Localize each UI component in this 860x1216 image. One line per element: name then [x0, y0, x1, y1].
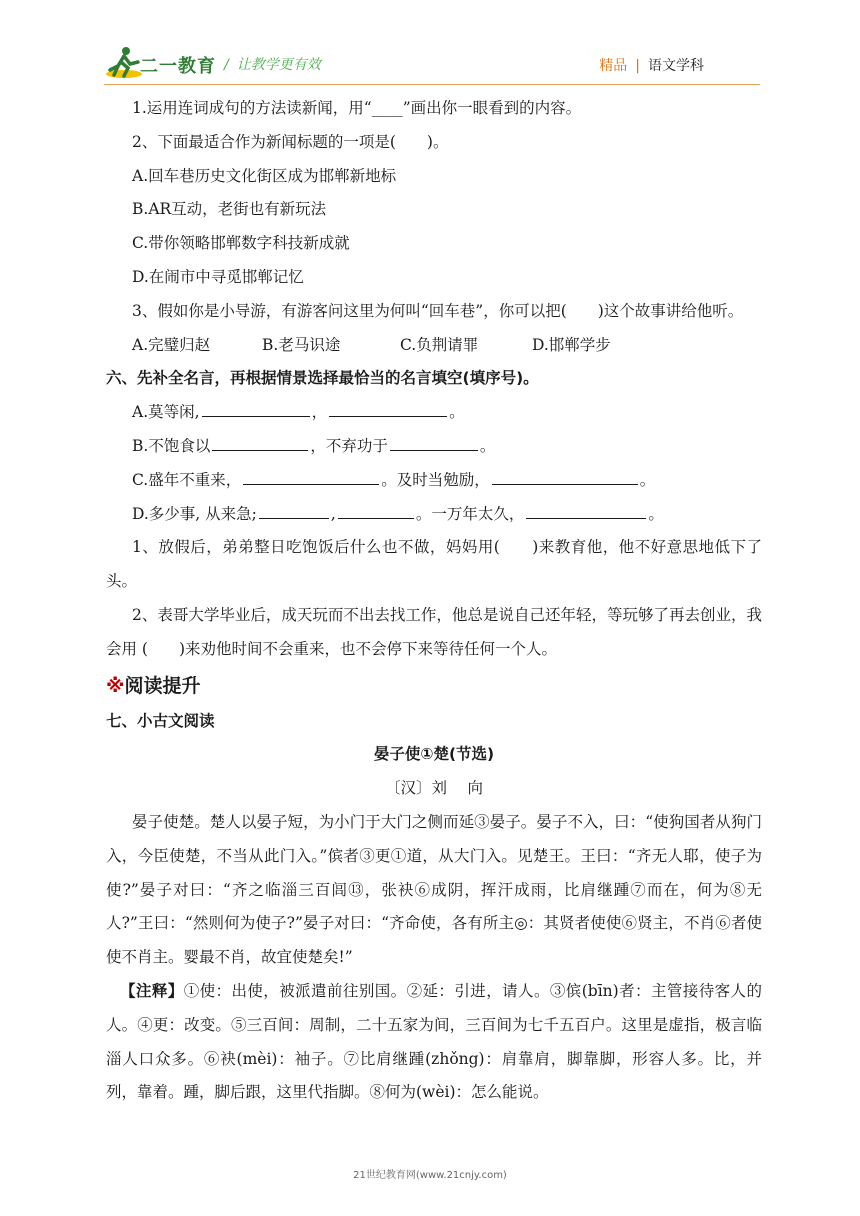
passage-title: 晏子使①楚(节选) — [373, 745, 495, 764]
q3-option-d: D.邯郸学步 — [532, 335, 611, 354]
q2-option-a: A.回车巷历史文化街区成为邯郸新地标 — [132, 166, 397, 185]
blank[interactable] — [390, 432, 478, 451]
saying-a: A.莫等闲, ， 。 — [106, 396, 762, 430]
quality-label: 精品 — [599, 58, 628, 74]
blank[interactable] — [212, 432, 308, 451]
logo-text: 二一教育 — [140, 56, 216, 77]
question-3: 3、假如你是小导游，有游客问这里为何叫“回车巷”，你可以把( )这个故事讲给他听。 — [132, 301, 744, 320]
saying-b: B.不饱食以 ，不弃功于 。 — [106, 430, 762, 464]
section-6-title: 六、先补全名言，再根据情景选择最恰当的名言填空(填序号)。 — [106, 369, 539, 388]
header-rule — [104, 84, 760, 85]
slogan: / 让教学更有效 — [224, 57, 321, 73]
saying-c: C.盛年不重来， 。及时当勉励， 。 — [106, 464, 762, 498]
blank[interactable] — [492, 466, 638, 485]
blank[interactable] — [526, 500, 646, 519]
section-7-title: 七、小古文阅读 — [106, 711, 215, 730]
q3-options — [106, 329, 762, 363]
q2-option-d: D.在闹市中寻觅邯郸记忆 — [132, 267, 304, 286]
passage-text: 晏子使楚。楚人以晏子短，为小门于大门之侧而延③晏子。晏子不入，曰：“使狗国者从狗门入，今臣使楚，不当从此门入。”傧者③更①道，从大门入。见楚王。王曰：“齐无人耶，使子为使?”晏子对曰：“齐之临淄三百闾⑬，张袂⑥成阴，挥汗成雨，比肩继踵⑦而在，何为⑧无人?”王曰：“然则何为使子?”晏子对曰：“齐命使，各有所主◎：其贤者使使⑥贤主，不肖⑥者使使不肖主。婴最不肖，故宜使楚矣!” — [106, 812, 762, 967]
blank[interactable] — [329, 398, 447, 417]
q2-option-b: B.AR互动，老街也有新玩法 — [132, 200, 327, 219]
q2-option-c: C.带你领略邯郸数字科技新成就 — [132, 234, 350, 253]
blank[interactable] — [243, 466, 379, 485]
scenario-1: 1、放假后，弟弟整日吃饱饭后什么也不做，妈妈用( )来教育他，他不好意思地低下了头。 — [106, 538, 762, 591]
question-1: 1.运用连词成句的方法读新闻，用“____”画出你一眼看到的内容。 — [132, 99, 582, 117]
header-badge — [599, 55, 704, 75]
reading-section-title: ※阅读提升 — [106, 674, 201, 697]
annotations: 【注释】①使：出使，被派遣前往别国。②延：引进，请人。③傧(bīn)者：主管接待客人的人。④更：改变。⑤三百间：周制，二十五家为间，三百间为七千五百户。这里是虚指，极言临淄人口众多。⑥袂(mèi)：袖子。⑦比肩继踵(zhǒng)：肩靠肩，脚靠脚，形容人多。比，并列，靠着。踵，脚后跟，这里代指脚。⑧何为(wèi)：怎么能说。 — [106, 981, 762, 1102]
blank[interactable] — [259, 500, 329, 519]
page-header — [0, 0, 860, 92]
page-footer: 21世纪教育网(www.21cnjy.com) — [353, 1170, 507, 1181]
document-body — [106, 92, 762, 1110]
q3-option-a: A.完璧归赵 — [132, 335, 211, 354]
blank[interactable] — [338, 500, 414, 519]
scenario-2: 2、表哥大学毕业后，成天玩而不出去找工作，他总是说自己还年轻，等玩够了再去创业，我会用 ( )来劝他时间不会重来，也不会停下来等待任何一个人。 — [106, 605, 762, 658]
subject-label: 语文学科 — [648, 58, 704, 74]
passage-author: 〔汉〕刘 向 — [385, 779, 483, 798]
q3-option-b: B.老马识途 — [262, 335, 341, 354]
question-2: 2、下面最适合作为新闻标题的一项是( )。 — [132, 132, 449, 151]
header-divider: | — [635, 58, 640, 74]
blank[interactable] — [202, 398, 310, 417]
saying-d: D.多少事, 从来急; , 。一万年太久， 。 — [106, 498, 762, 532]
q3-option-c: C.负荆请罪 — [400, 335, 479, 354]
